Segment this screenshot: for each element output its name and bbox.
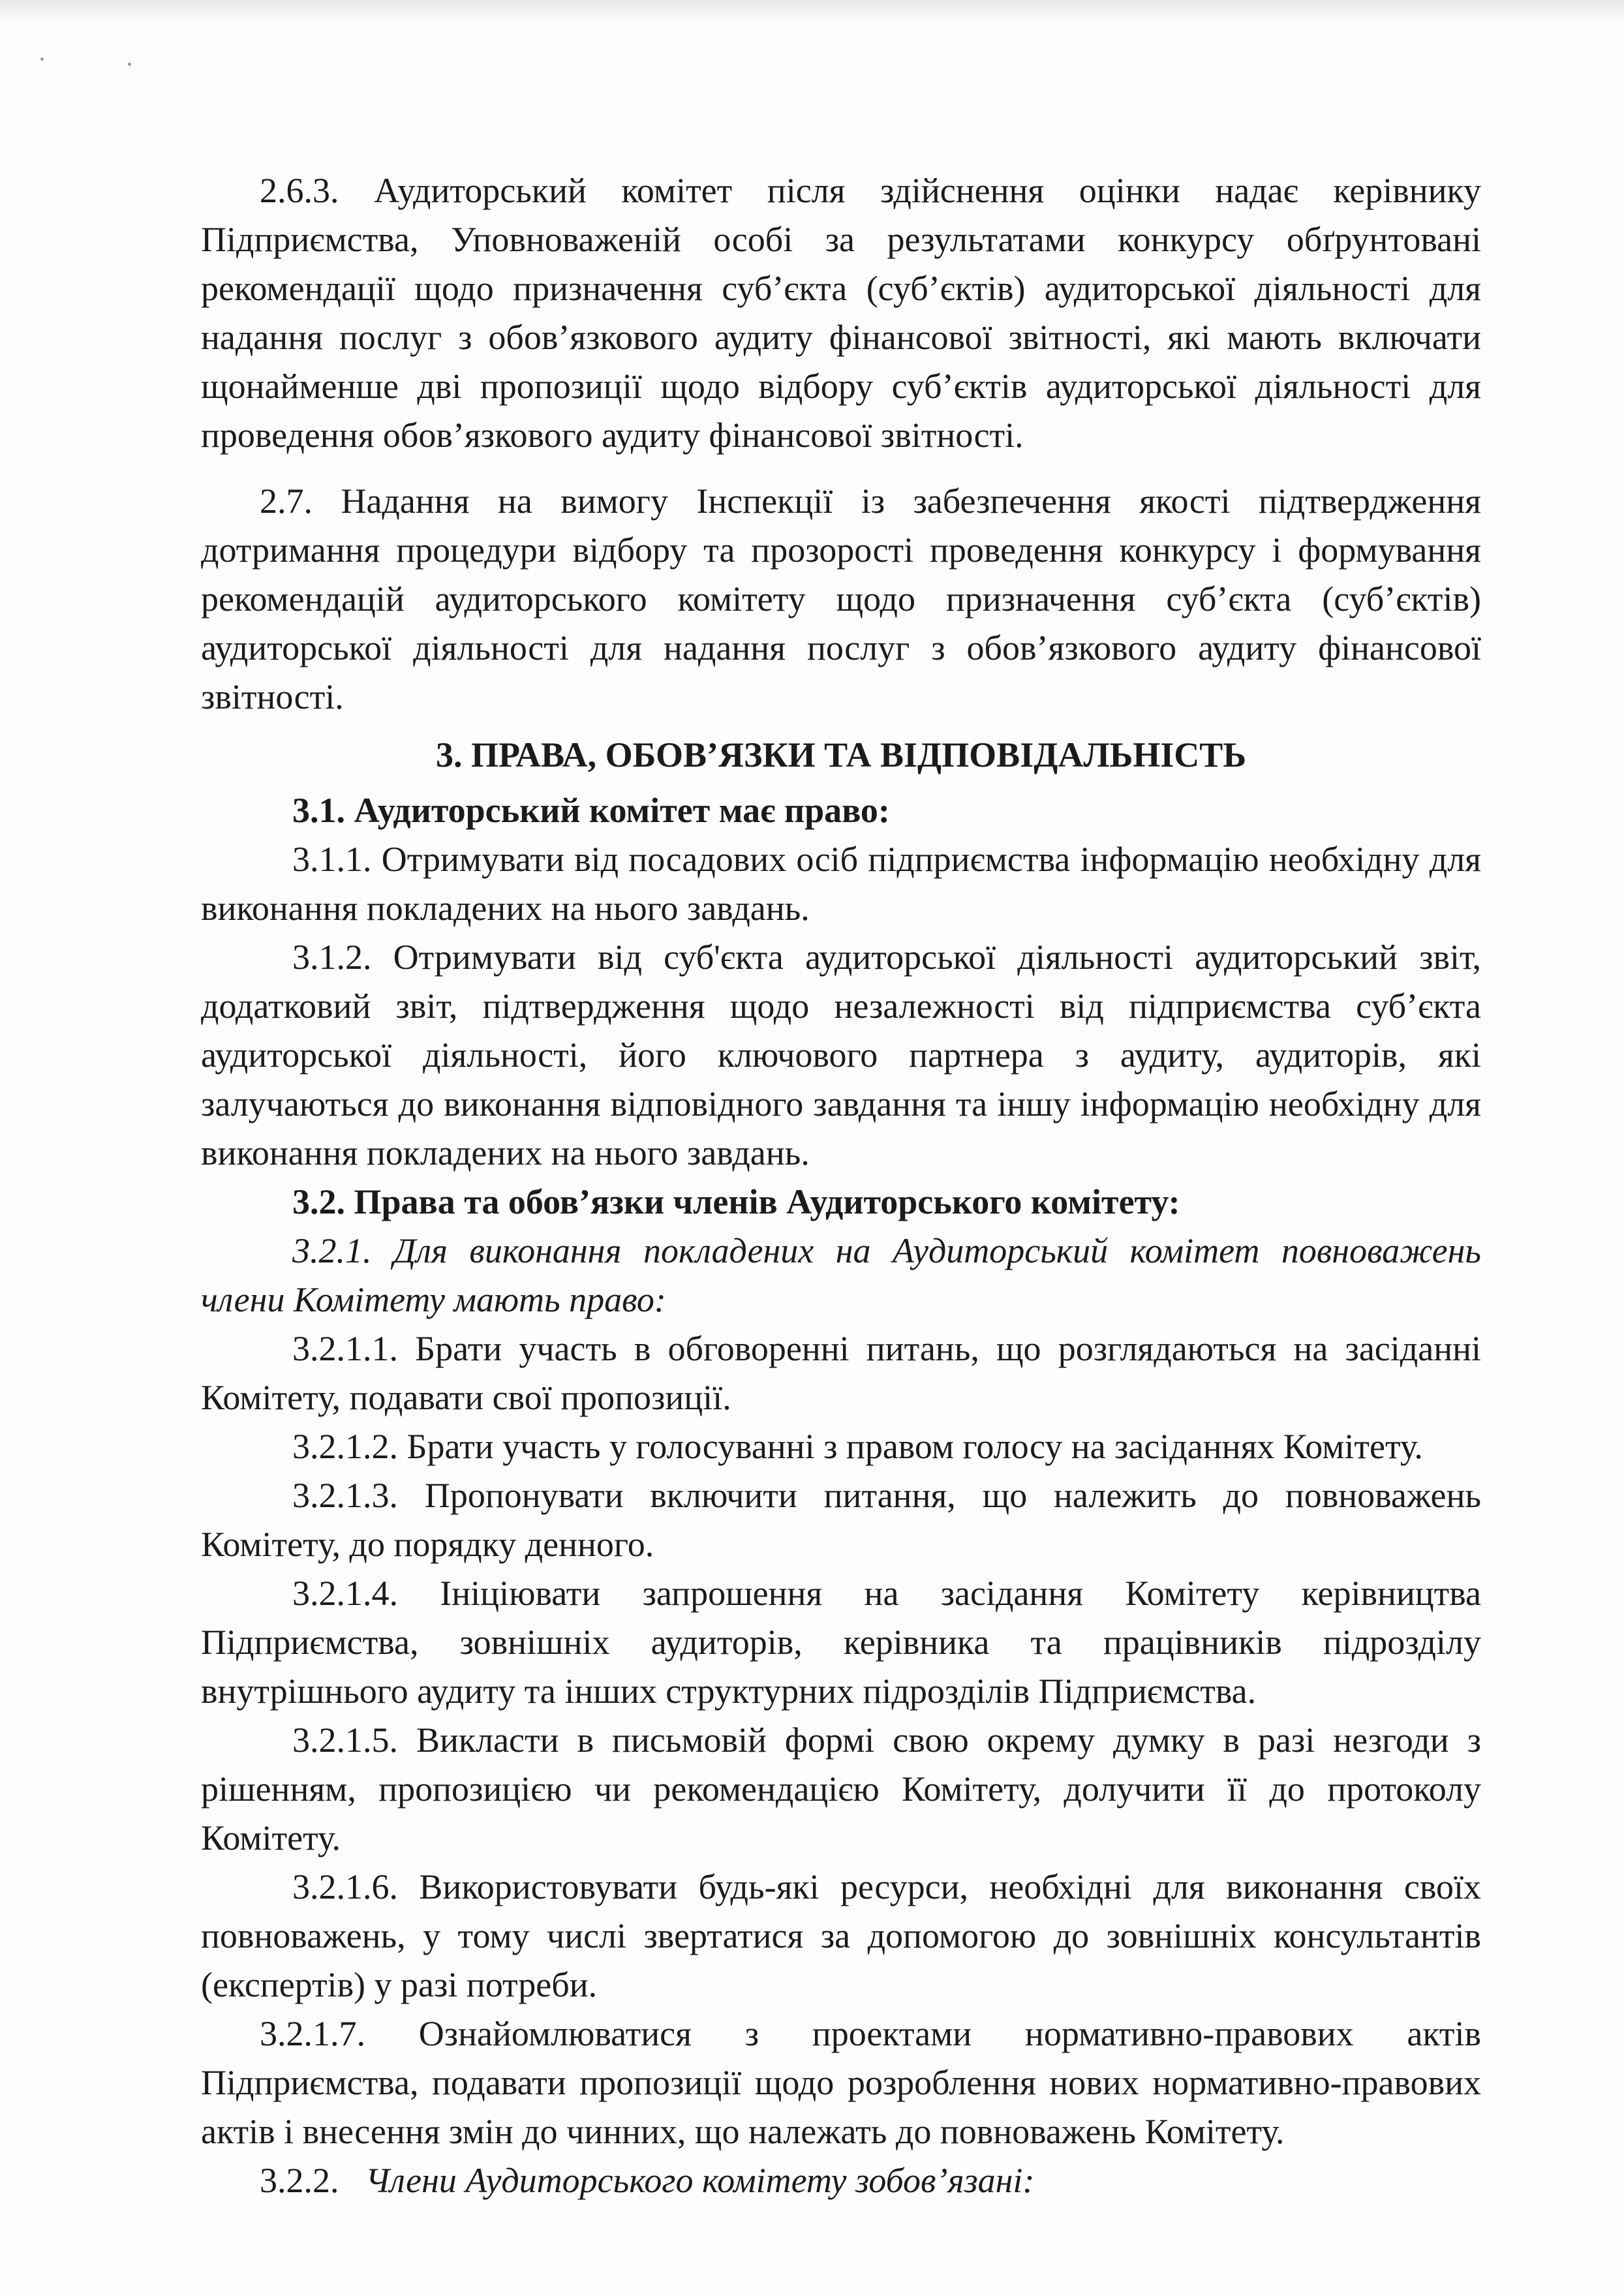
subsection-3-1-heading: 3.1. Аудиторський комітет має право: (292, 791, 890, 830)
paragraph-3-2-1-3: 3.2.1.3. Пропонувати включити питання, що належить до повноважень Комітету, до порядку денного. (201, 1476, 1481, 1564)
paragraph-3-2-1: 3.2.1. Для виконання покладених на Аудиторський комітет повноважень члени Комітету мають право: (201, 1231, 1481, 1319)
paragraph-3-2-2-number: 3.2.2. (260, 2161, 339, 2200)
document-body (201, 166, 1481, 2205)
paragraph-3-2-1-4: 3.2.1.4. Ініціювати запрошення на засідання Комітету керівництва Підприємства, зовнішніх аудиторів, керівника та працівників підрозділу внутрішнього аудиту та інших структурних підрозділів Підприємства. (201, 1574, 1481, 1711)
paragraph-3-2-1-7: 3.2.1.7. Ознайомлюватися з проектами нормативно-правових актів Підприємства, подавати пропозиції щодо розроблення нових нормативно-правових актів і внесення змін до чинних, що належать до повноважень Комітету. (201, 2014, 1481, 2151)
paragraph-3-2-2-text: Члени Аудиторського комітету зобов’язані: (365, 2161, 1035, 2200)
paragraph-2-7: 2.7. Надання на вимогу Інспекції із забезпечення якості підтвердження дотримання процедури відбору та прозорості проведення конкурсу і формування рекомендацій аудиторського комітету щодо призначення суб’єкта (суб’єктів) аудиторської діяльності для надання послуг з обов’язкового аудиту фінансової звітності. (201, 481, 1481, 716)
subsection-3-2-heading: 3.2. Права та обов’язки членів Аудиторського комітету: (292, 1182, 1180, 1221)
section-3-heading: 3. ПРАВА, ОБОВ’ЯЗКИ ТА ВІДПОВІДАЛЬНІСТЬ (435, 735, 1247, 774)
scan-shadow (0, 0, 1624, 23)
paragraph-3-2-1-6: 3.2.1.6. Використовувати будь-які ресурси, необхідні для виконання своїх повноважень, у тому числі звертатися за допомогою до зовнішніх консультантів (експертів) у разі потреби. (201, 1867, 1481, 2004)
scan-speck (40, 57, 44, 61)
paragraph-3-1-2: 3.1.2. Отримувати від суб'єкта аудиторської діяльності аудиторський звіт, додатковий звіт, підтвердження щодо незалежності від підприємства суб’єкта аудиторської діяльності, його ключового партнера з аудиту, аудиторів, які залучаються до виконання відповідного завдання та іншу інформацію необхідну для виконання покладених на нього завдань. (201, 938, 1481, 1172)
paragraph-3-2-1-2: 3.2.1.2. Брати участь у голосуванні з правом голосу на засіданнях Комітету. (292, 1427, 1423, 1466)
paragraph-3-2-1-5: 3.2.1.5. Викласти в письмовій формі свою окрему думку в разі незгоди з рішенням, пропозицією чи рекомендацією Комітету, долучити її до протоколу Комітету. (201, 1720, 1481, 1857)
paragraph-3-2-1-1: 3.2.1.1. Брати участь в обговоренні питань, що розглядаються на засіданні Комітету, подавати свої пропозиції. (201, 1329, 1481, 1417)
paragraph-2-6-3: 2.6.3. Аудиторський комітет після здійснення оцінки надає керівнику Підприємства, Уповноваженій особі за результатами конкурсу обґрунтовані рекомендації щодо призначення суб’єкта (суб’єктів) аудиторської діяльності для надання послуг з обов’язкового аудиту фінансової звітності, які мають включати щонайменше дві пропозиції щодо відбору суб’єктів аудиторської діяльності для проведення обов’язкового аудиту фінансової звітності. (201, 171, 1481, 455)
paragraph-3-2-2 (201, 2156, 1481, 2205)
scan-speck (128, 63, 131, 66)
paragraph-3-1-1: 3.1.1. Отримувати від посадових осіб підприємства інформацію необхідну для виконання покладених на нього завдань. (201, 840, 1481, 928)
